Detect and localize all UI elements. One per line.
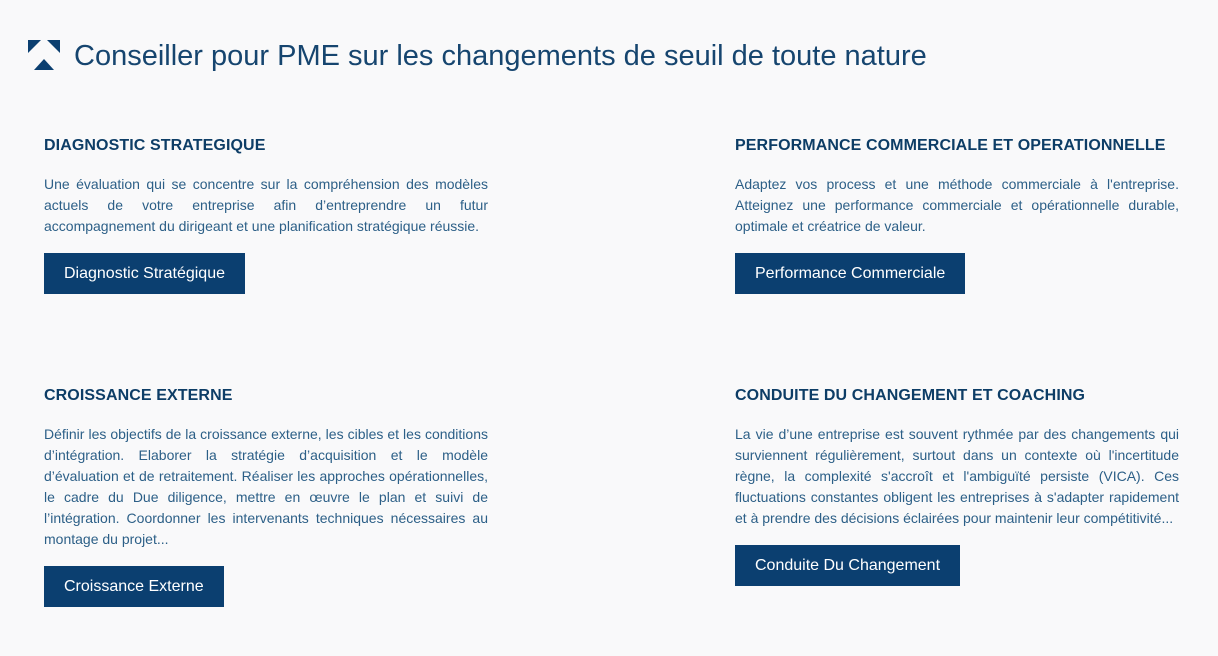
diagnostic-button[interactable]: Diagnostic Stratégique: [44, 253, 245, 294]
service-card-diagnostic: [44, 136, 488, 294]
service-card-performance: [735, 136, 1179, 294]
card-description: Définir les objectifs de la croissance externe, les cibles et les conditions d’intégration. Elaborer la stratégie d’acquisition et le modèle d’évaluation et de retraitement. Réaliser les approches opérationnelles, le cadre du Due diligence, mettre en œuvre le plan et suivi de l’intégration. Coordonner les intervenants techniques nécessaires au montage du projet...: [44, 426, 488, 547]
page-title: Conseiller pour PME sur les changements de seuil de toute nature: [74, 40, 927, 72]
card-title: PERFORMANCE COMMERCIALE ET OPERATIONNELLE: [735, 137, 1166, 154]
card-description: Une évaluation qui se concentre sur la compréhension des modèles actuels de votre entreprise afin d’entreprendre un futur accompagnement du dirigeant et une planification stratégique réussie.: [44, 176, 488, 234]
page-header: [28, 36, 927, 76]
service-card-changement: [735, 386, 1179, 586]
card-description: La vie d’une entreprise est souvent rythmée par des changements qui surviennent régulièrement, surtout dans un contexte où l'incertitude règne, la complexité s'accroît et l'ambiguïté persiste (VICA). Ces fluctuations constantes obligent les entreprises à s'adapter rapidement et à prendre des décisions éclairées pour maintenir leur compétitivité...: [735, 426, 1179, 526]
card-title: CONDUITE DU CHANGEMENT ET COACHING: [735, 387, 1086, 404]
card-title: CROISSANCE EXTERNE: [44, 387, 233, 404]
performance-button[interactable]: Performance Commerciale: [735, 253, 965, 294]
croissance-button[interactable]: Croissance Externe: [44, 566, 224, 607]
changement-button[interactable]: Conduite Du Changement: [735, 545, 960, 586]
logo-icon: [28, 40, 60, 72]
service-card-croissance: [44, 386, 488, 607]
card-description: Adaptez vos process et une méthode commerciale à l'entreprise. Atteignez une performance commerciale et opérationnelle durable, optimale et créatrice de valeur.: [735, 176, 1179, 234]
card-title: DIAGNOSTIC STRATEGIQUE: [44, 137, 266, 154]
